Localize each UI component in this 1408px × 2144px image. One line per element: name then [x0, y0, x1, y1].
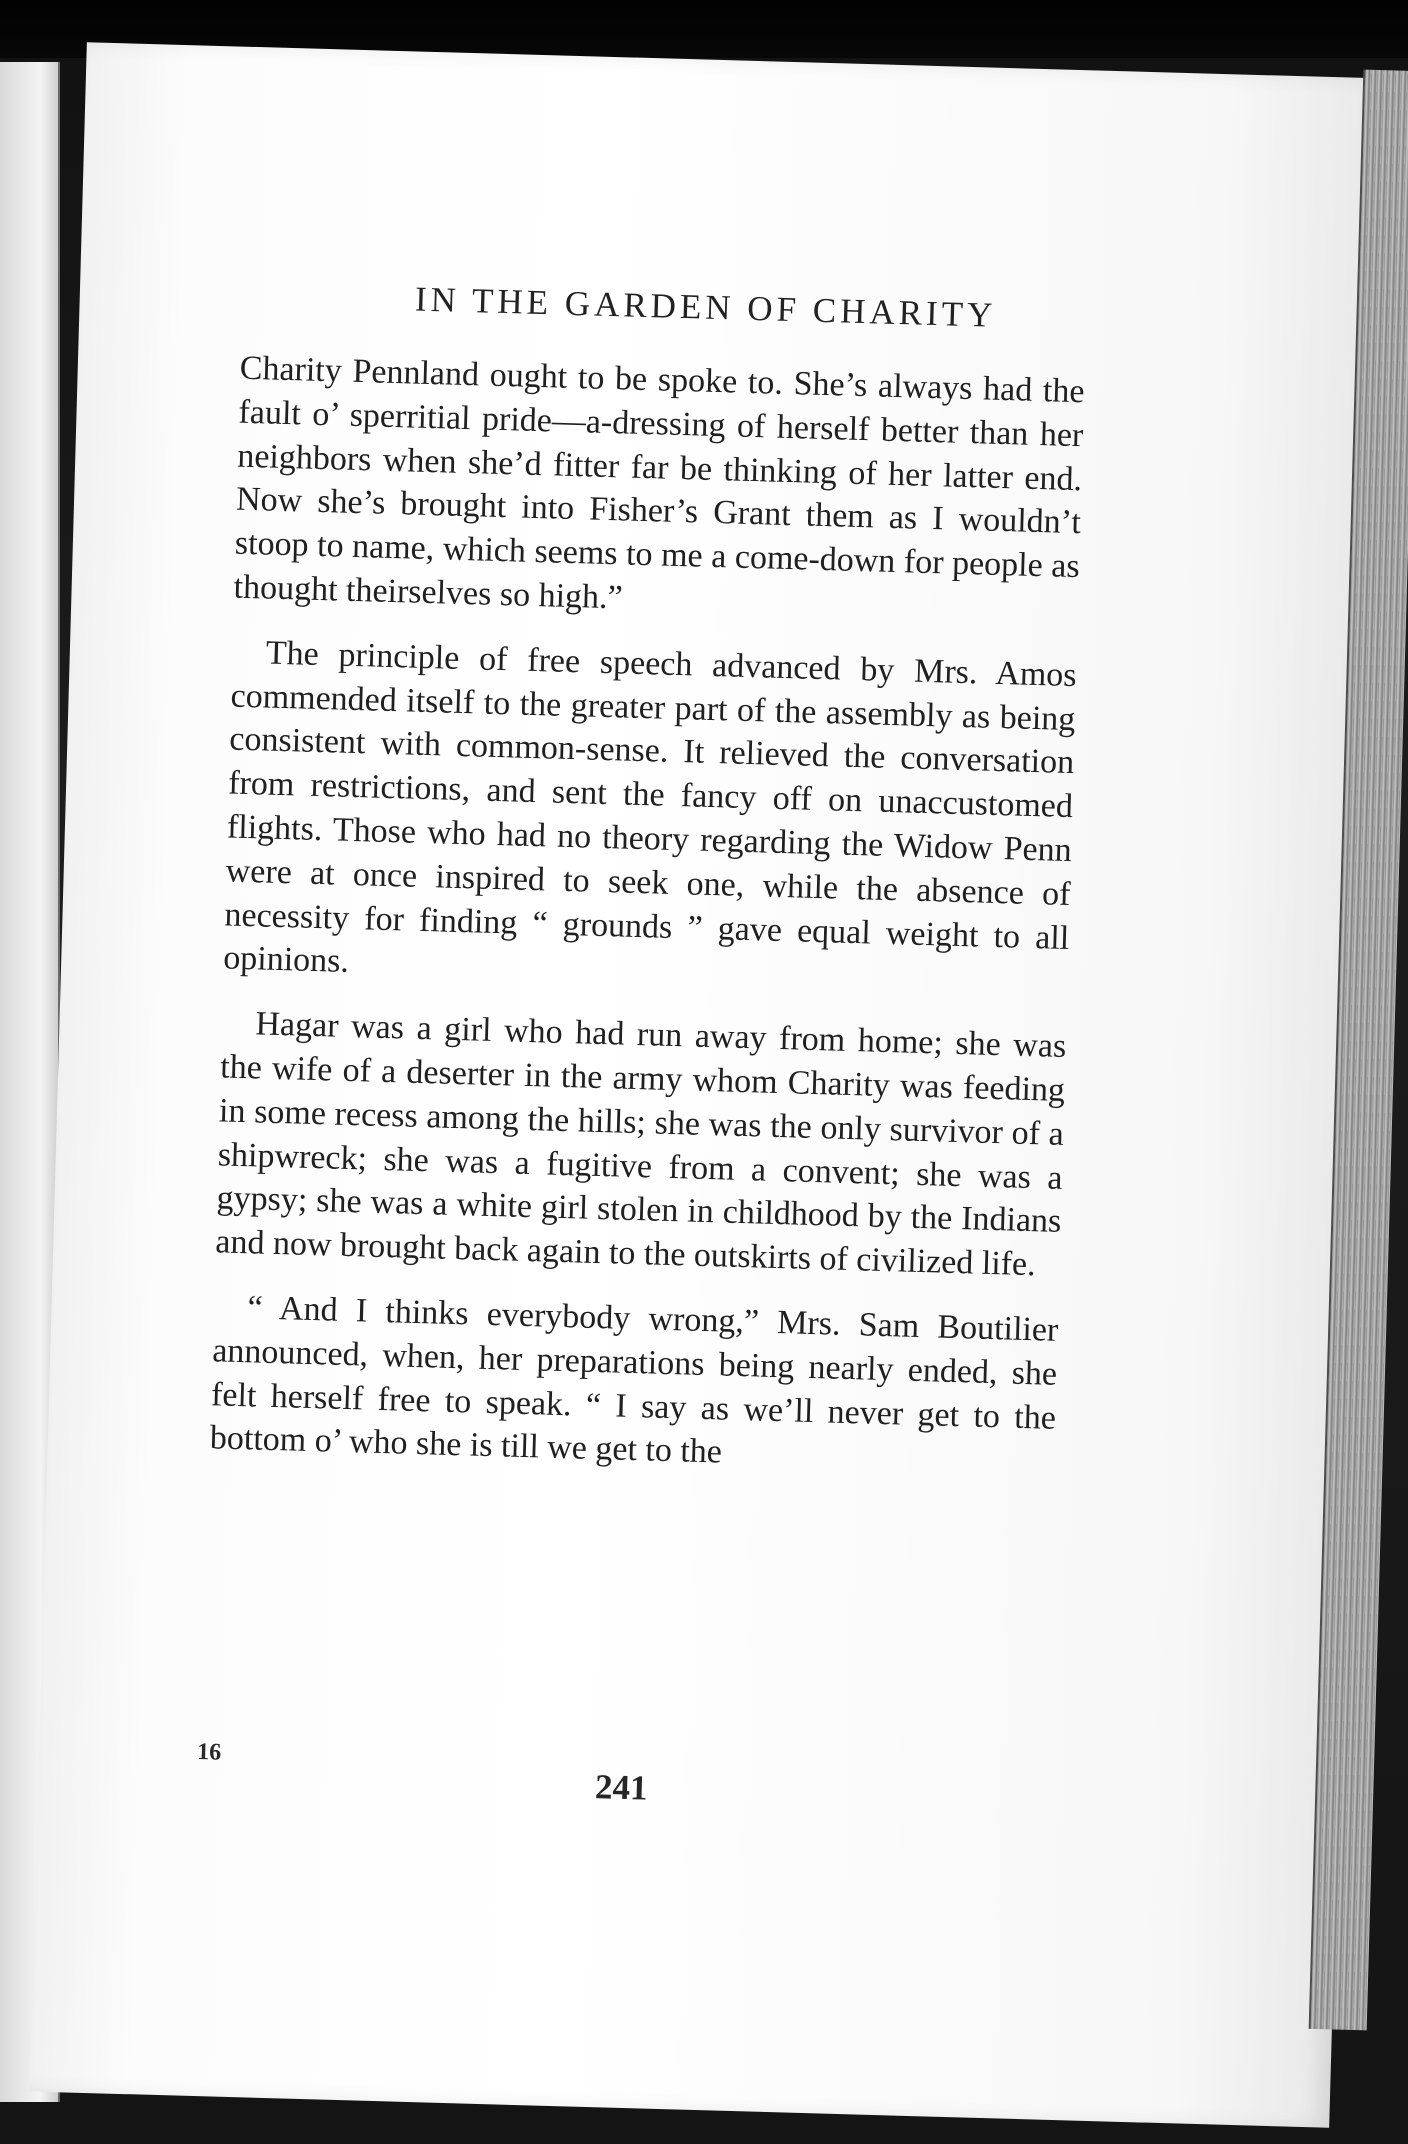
paragraph-1: Charity Pennland ought to be spoke to. She’s always had the fault o’ sperritial pride—a-dressing of herself better than her neighbors when she’d fitter far be thinking of her latter end. Now she’s brought into Fisher’s Grant them as I wouldn’t stoop to name, which seems to me a come-down for people as thought theirselves so high.”: [233, 349, 1086, 617]
paragraph-4: “ And I thinks everybody wrong,” Mrs. Sam Boutilier announced, when, her preparations being nearly ended, she felt herself free to speak. “ I say as we’ll never get to the bottom o’ who she is till we get to the: [209, 1289, 1059, 1471]
signature-mark: 16: [196, 1739, 222, 1766]
paragraph-2: The principle of free speech advanced by Mrs. Amos commended itself to the greater part of the assembly as being consistent with common-sense. It relieved the conversation from restrictions, and sent the fancy off on unaccustomed flights. Those who had no theory regarding the Widow Penn were at once inspired to seek one, while the absence of necessity for finding “ grounds ” gave equal weight to all opinions.: [222, 634, 1078, 981]
page-text: [209, 347, 1085, 1505]
running-head: IN THE GARDEN OF CHARITY: [414, 279, 997, 335]
paragraph-3: Hagar was a girl who had run away from home; she was the wife of a deserter in the army whom Charity was feeding in some recess among the hills; she was the only survivor of a shipwreck; she was a fugitive from a convent; she was a gypsy; she was a white girl stolen in childhood by the Indians and now brought back again to the outskirts of civilized life.: [214, 1005, 1067, 1284]
book-page: [30, 42, 1387, 2127]
page-number: 241: [594, 1767, 649, 1808]
